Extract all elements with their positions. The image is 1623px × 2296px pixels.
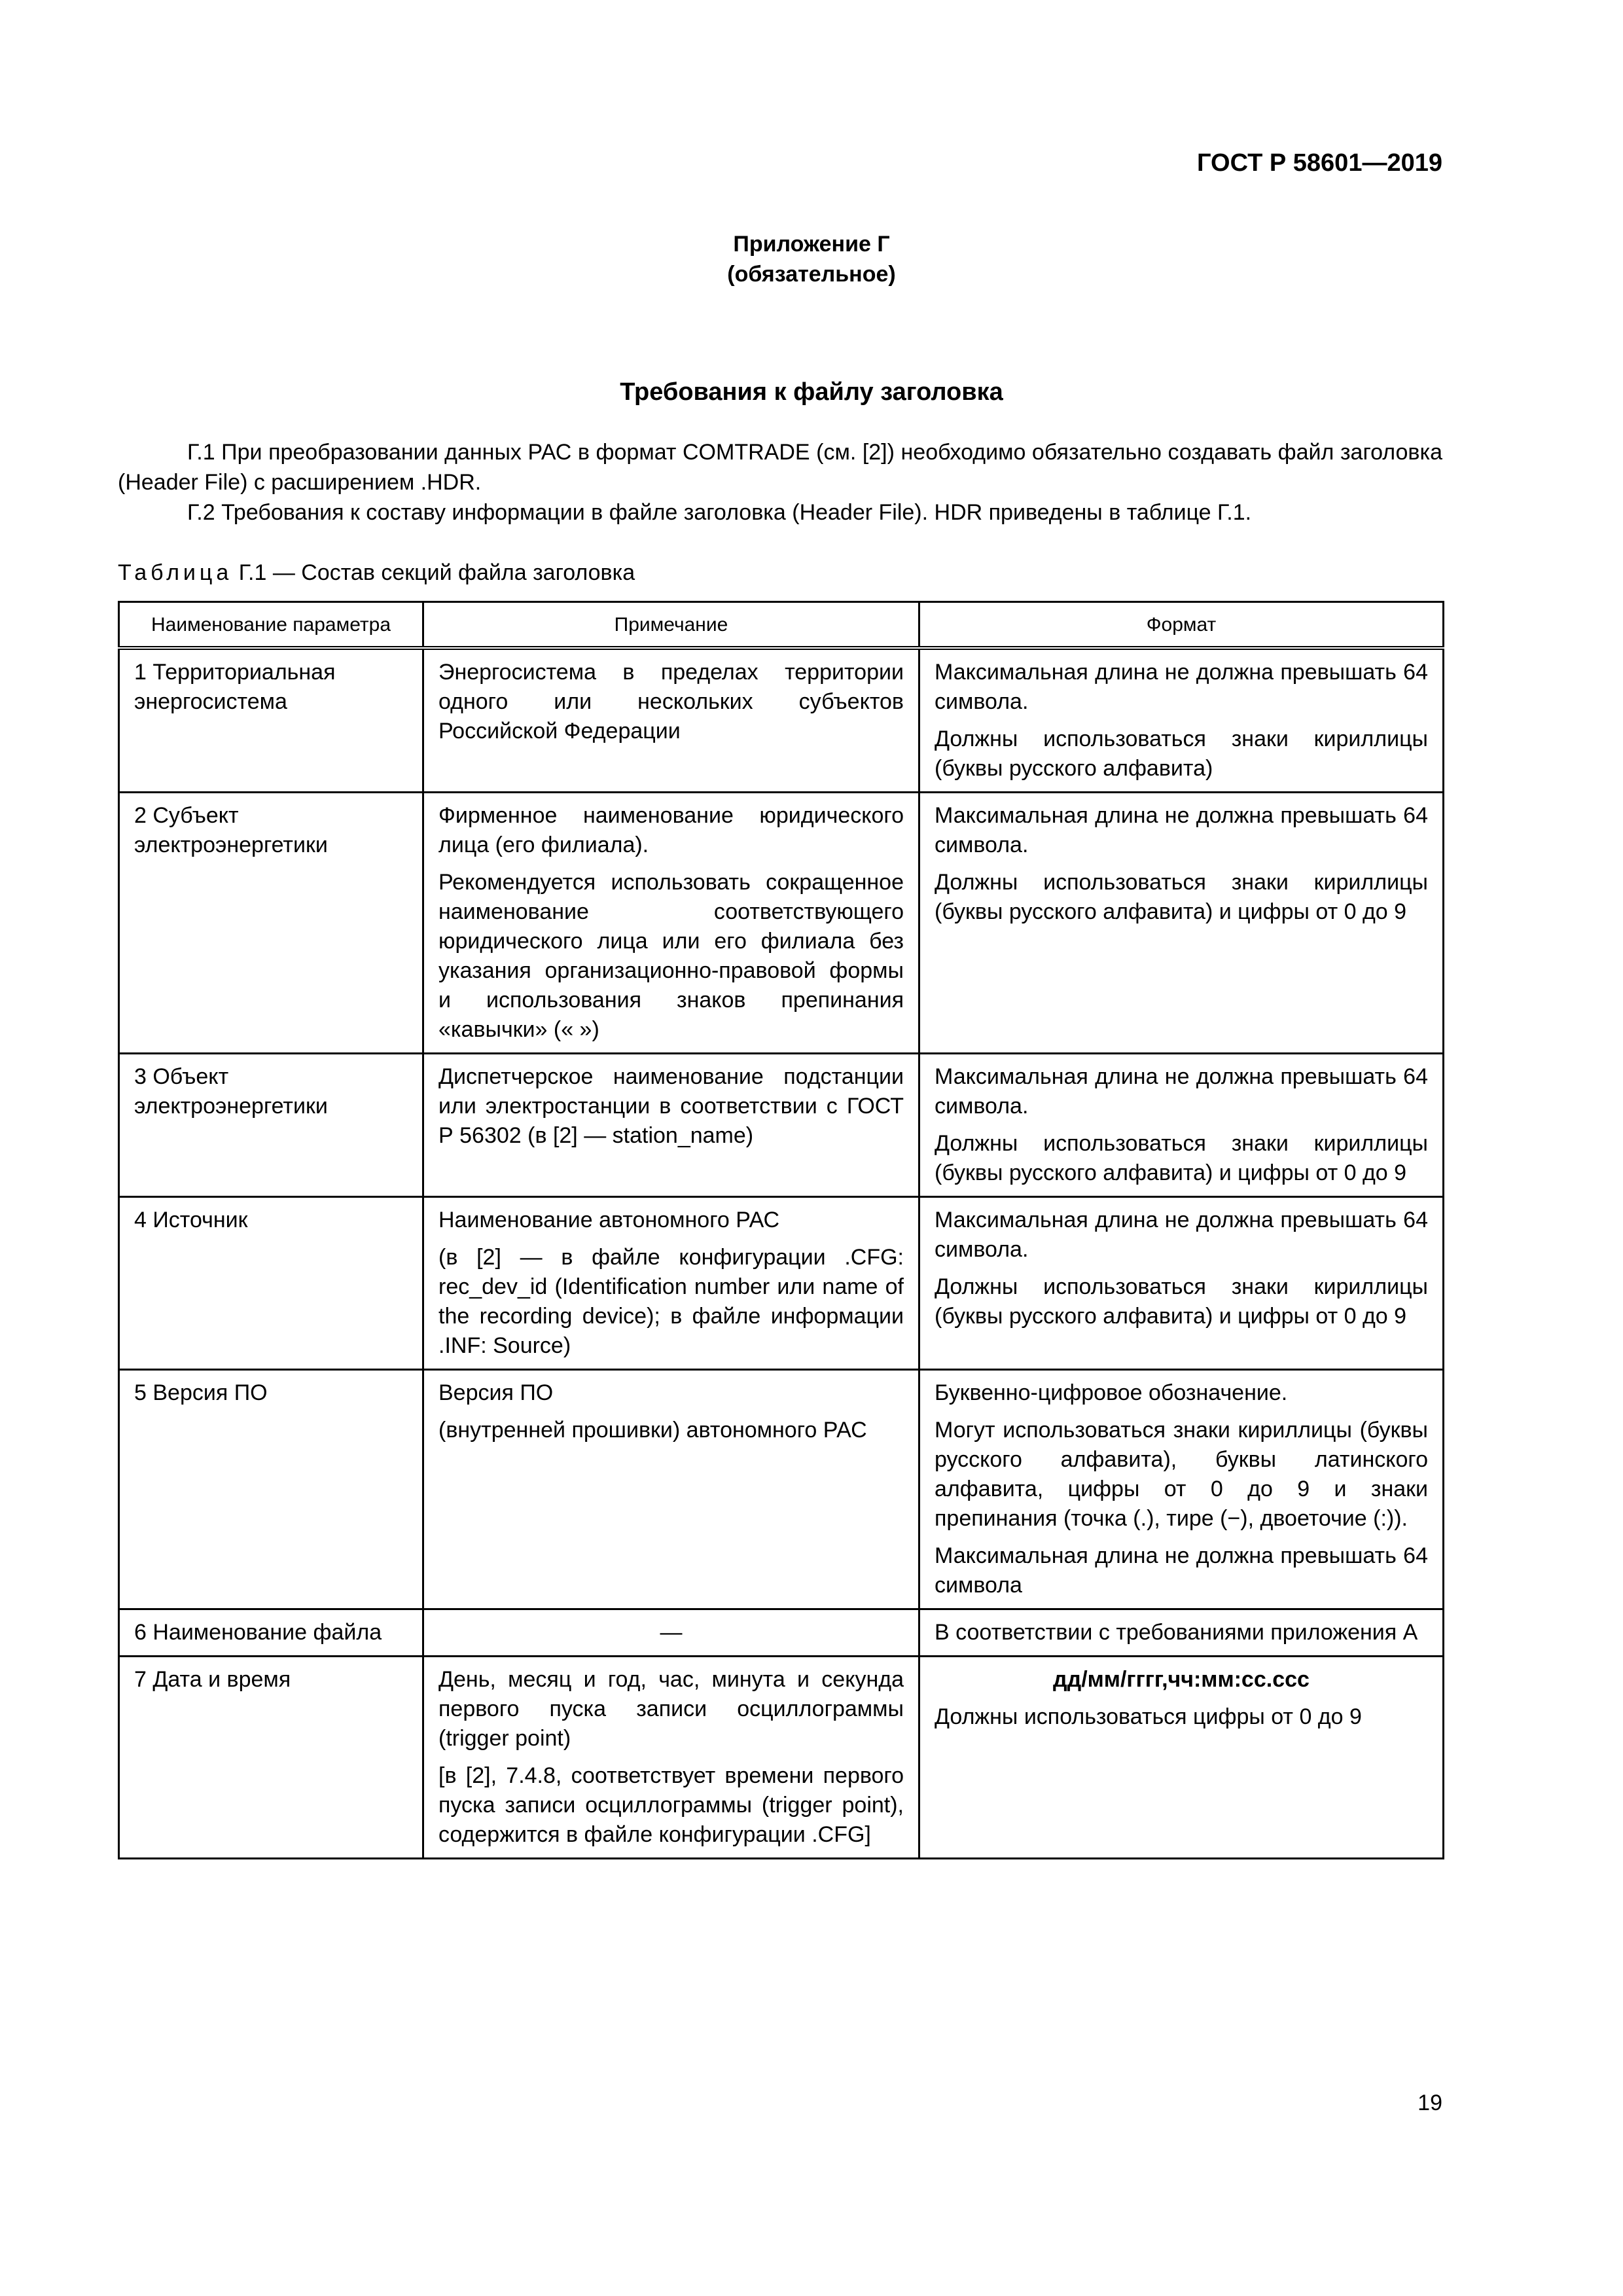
format-text: Должны использоваться знаки кириллицы (буквы русского алфавита) и цифры от 0 до 9 [935, 1131, 1428, 1185]
cell-format [919, 1370, 1444, 1609]
format-text: Буквенно-цифровое обозначение. [935, 1380, 1288, 1405]
paragraph-g2-text: Г.2 Требования к составу информации в файле заголовка (Header File). HDR приведены в таблице Г.1. [187, 500, 1252, 525]
note-text: (в [2] — в файле конфигурации .CFG: rec_dev_id (Identification number или name of the recording device); в файле информации .INF: Source) [438, 1245, 904, 1358]
format-text: Максимальная длина не должна превышать 64 символа. [935, 1064, 1428, 1119]
cell-parameter [119, 1054, 423, 1197]
note-text: Рекомендуется использовать сокращенное наименование соответствующего юридического лица или его филиала без указания организационно-правовой формы и использования знаков препинания «кавычки» (« ») [438, 870, 904, 1042]
cell-note [423, 1370, 919, 1609]
note-text: [в [2], 7.4.8, соответствует времени первого пуска записи осциллограммы (trigger point), содержится в файле конфигурации .CFG] [438, 1763, 904, 1847]
page-number: 19 [1418, 2090, 1442, 2115]
parameter-name: 5 Версия ПО [134, 1380, 268, 1405]
cell-parameter [119, 1657, 423, 1859]
parameter-name: 7 Дата и время [134, 1667, 291, 1692]
cell-parameter [119, 1609, 423, 1657]
appendix-status: (обязательное) [727, 262, 896, 287]
cell-note [423, 1657, 919, 1859]
table-row [119, 1197, 1444, 1370]
table-header-row [119, 602, 1444, 649]
cell-parameter [119, 648, 423, 793]
format-text: Должны использоваться знаки кириллицы (буквы русского алфавита) и цифры от 0 до 9 [935, 870, 1428, 924]
paragraph-g1-text: Г.1 При преобразовании данных РАС в формат COMTRADE (см. [2]) необходимо обязательно создавать файл заголовка (Header File) с расширением .HDR. [118, 440, 1442, 495]
appendix-title: Приложение Г [733, 232, 890, 257]
cell-note [423, 1197, 919, 1370]
format-text: Должны использоваться знаки кириллицы (буквы русского алфавита) и цифры от 0 до 9 [935, 1274, 1428, 1329]
table-row [119, 1054, 1444, 1197]
table-row [119, 1609, 1444, 1657]
table-row [119, 793, 1444, 1054]
cell-parameter [119, 1197, 423, 1370]
appendix-heading [0, 229, 1623, 289]
cell-parameter [119, 793, 423, 1054]
cell-parameter [119, 1370, 423, 1609]
note-text: Энергосистема в пределах территории одного или нескольких субъектов Российской Федерации [438, 660, 904, 744]
format-text: Должны использоваться знаки кириллицы (буквы русского алфавита) [935, 726, 1428, 781]
cell-note [423, 793, 919, 1054]
format-text: Максимальная длина не должна превышать 64 символа. [935, 660, 1428, 714]
format-pattern: дд/мм/гггг,чч:мм:сс.ссс [1053, 1667, 1310, 1692]
paragraph-g2 [118, 497, 1442, 528]
format-text: Могут использоваться знаки кириллицы (буквы русского алфавита), буквы латинского алфавита, цифры от 0 до 9 и знаки препинания (точка (.), тире (−), двоеточие (:)). [935, 1418, 1428, 1531]
format-text: Максимальная длина не должна превышать 64 символа. [935, 1208, 1428, 1262]
document-code: ГОСТ Р 58601—2019 [1197, 149, 1442, 177]
parameter-name: 4 Источник [134, 1208, 248, 1232]
note-text: Фирменное наименование юридического лица (его филиала). [438, 803, 904, 857]
column-header-note: Примечание [423, 602, 919, 649]
note-text: День, месяц и год, час, минута и секунда первого пуска записи осциллограммы (trigger point) [438, 1667, 904, 1751]
parameter-name: 1 Территориальная энергосистема [134, 660, 336, 714]
note-text: Наименование автономного РАС [438, 1208, 780, 1232]
cell-note [423, 1609, 919, 1657]
table-row [119, 1370, 1444, 1609]
table-caption-prefix: Таблица [118, 560, 233, 585]
format-text: Максимальная длина не должна превышать 64 символа. [935, 803, 1428, 857]
cell-note [423, 1054, 919, 1197]
cell-format [919, 1054, 1444, 1197]
table-caption [118, 558, 635, 588]
cell-note [423, 648, 919, 793]
note-text: Диспетчерское наименование подстанции или электростанции в соответствии с ГОСТ Р 56302 (в [2] — station_name) [438, 1064, 904, 1148]
column-header-format: Формат [919, 602, 1444, 649]
header-file-table [118, 601, 1444, 1859]
format-text: Максимальная длина не должна превышать 64 символа [935, 1543, 1428, 1598]
note-text: (внутренней прошивки) автономного РАС [438, 1418, 867, 1443]
paragraph-g1 [118, 437, 1442, 497]
section-title: Требования к файлу заголовка [620, 378, 1003, 406]
cell-format [919, 1657, 1444, 1859]
cell-format [919, 1609, 1444, 1657]
parameter-name: 6 Наименование файла [134, 1620, 382, 1645]
format-text: Должны использоваться цифры от 0 до 9 [935, 1704, 1362, 1729]
cell-format [919, 793, 1444, 1054]
table-row [119, 1657, 1444, 1859]
cell-format [919, 648, 1444, 793]
note-dash: — [660, 1620, 683, 1645]
cell-format [919, 1197, 1444, 1370]
column-header-parameter: Наименование параметра [119, 602, 423, 649]
parameter-name: 2 Субъект электроэнергетики [134, 803, 328, 857]
table-caption-text: Г.1 — Состав секций файла заголовка [232, 560, 635, 585]
format-text: В соответствии с требованиями приложения А [935, 1620, 1418, 1645]
parameter-name: 3 Объект электроэнергетики [134, 1064, 328, 1119]
note-text: Версия ПО [438, 1380, 554, 1405]
table-row [119, 648, 1444, 793]
